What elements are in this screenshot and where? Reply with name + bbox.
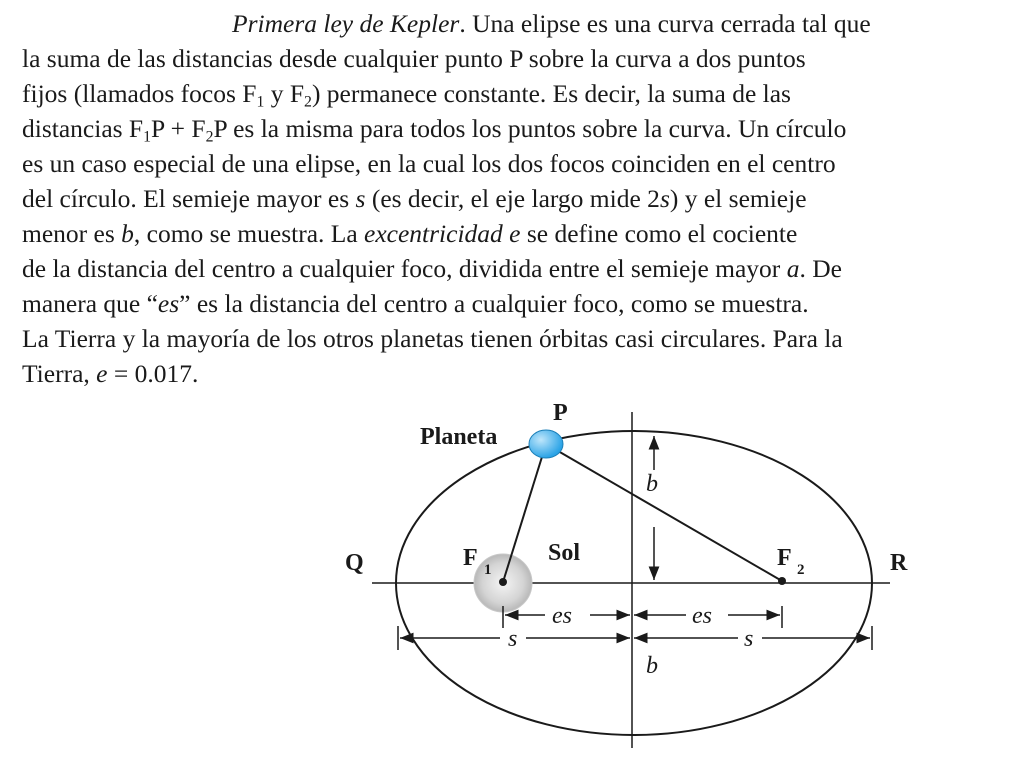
var-a: a [786,254,800,283]
line-f1-p [503,444,546,582]
text-line-9-b: ” es la distancia del centro a cualquier foco, como se muestra. [179,289,809,318]
subscript-2: 2 [205,128,214,146]
label-b-top: b [646,471,658,497]
label-f2-sub: 2 [797,562,805,578]
label-es-right: es [692,603,712,629]
label-sol: Sol [548,540,581,566]
text-line-7-c: , como se muestra. La [133,219,365,248]
subscript-1: 1 [143,128,152,146]
text-line-1-rest: . Una elipse es una curva cerrada tal que [459,9,871,38]
var-s: s [355,184,366,213]
label-point-p: P [553,400,568,426]
title-primera-ley: Primera ley de Kepler [232,9,460,38]
text-line-3-b: y F [264,79,305,108]
text-line-7-d: se define como el cociente [520,219,798,248]
label-es-left: es [552,603,572,629]
text-line-8-b: . De [799,254,842,283]
text-line-4-a: distancias F [22,114,144,143]
text-line-3-a: fijos (llamados focos F [22,79,257,108]
var-b: b [121,219,134,248]
line-f2-p [546,444,782,581]
term-excentricidad: excentricidad e [364,219,521,248]
text-line-2: la suma de las distancias desde cualquier punto P sobre la curva a dos puntos [22,44,806,73]
label-s-right: s [744,626,754,652]
text-line-7-a: menor es [22,219,122,248]
text-line-5: es un caso especial de una elipse, en la cual los dos focos coinciden en el centro [22,149,836,178]
text-line-8-a: de la distancia del centro a cualquier foco, dividida entre el semieje mayor [22,254,787,283]
text-line-4-c: P es la misma para todos los puntos sobre la curva. Un círculo [213,114,847,143]
text-line-6-c: ) y el semieje [669,184,807,213]
subscript-2: 2 [304,93,312,111]
text-line-11-a: Tierra, [22,359,97,388]
text-line-6-b: (es decir, el eje largo mide 2 [365,184,660,213]
label-planeta: Planeta [420,424,498,450]
text-line-3-c: ) permanece constante. Es decir, la suma de las [311,79,791,108]
text-line-4-b: P + F [151,114,206,143]
label-f1: F [463,545,478,571]
label-r: R [890,550,908,576]
var-e: e [96,359,108,388]
text-line-11-b: = 0.017. [107,359,199,388]
label-f2: F [777,545,792,571]
label-f1-sub: 1 [484,562,492,578]
text-line-10: La Tierra y la mayoría de los otros planetas tienen órbitas casi circulares. Para la [22,324,843,353]
var-es: es [157,289,180,318]
label-s-left: s [508,626,518,652]
subscript-1: 1 [256,93,265,111]
text-line-9-a: manera que “ [22,289,158,318]
var-s: s [659,184,670,213]
planet-icon [529,430,563,458]
label-q: Q [345,550,364,576]
label-b-bottom: b [646,653,658,679]
text-line-6-a: del círculo. El semieje mayor es [22,184,356,213]
